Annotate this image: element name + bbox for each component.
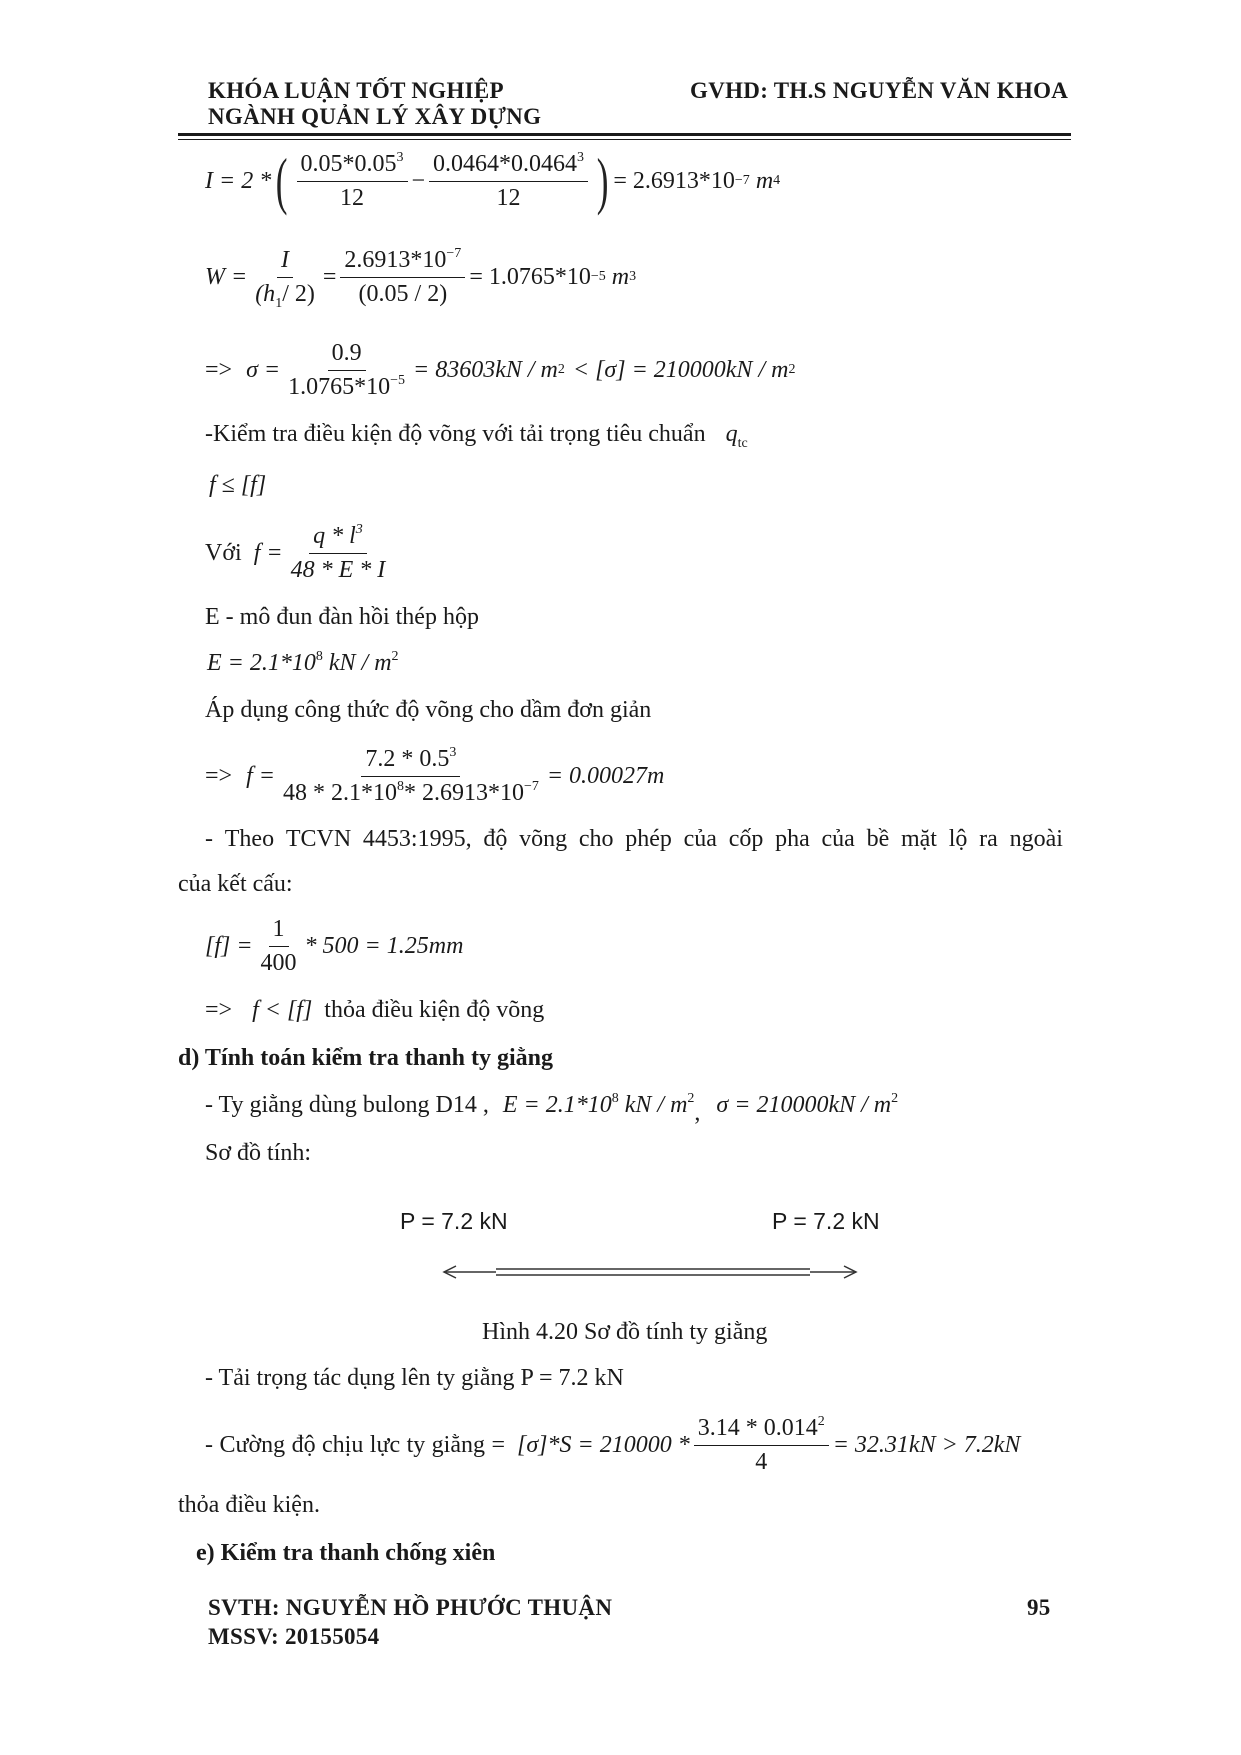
header-rule-thin: [178, 139, 1071, 140]
right-paren: ): [596, 145, 609, 216]
tcvn-word: 4453:1995,: [362, 826, 472, 852]
tcvn-word: ngoài: [1009, 826, 1063, 852]
condition-f: f ≤ [f]: [209, 472, 267, 498]
paragraph-apply: Áp dụng công thức độ võng cho dầm đơn giản: [205, 697, 652, 723]
eq-fdef-lhs: f =: [253, 539, 283, 566]
heading-e: e) Kiểm tra thanh chống xiên: [196, 1540, 496, 1566]
tcvn-word: pha: [775, 826, 810, 852]
eq-i-d1: 12: [340, 184, 364, 211]
eq-i-lhs: I = 2 *: [205, 167, 272, 194]
eq-e-unit-exp: 2: [391, 649, 399, 664]
eq-fdef-num: q * l: [313, 522, 356, 549]
q-tc: q: [725, 421, 738, 447]
paragraph-load: - Tải trọng tác dụng lên ty giằng P = 7.2 kN: [205, 1365, 624, 1391]
strength-lhs: [σ]*S = 210000 *: [517, 1431, 690, 1458]
eq-sigma-num: 0.9: [328, 340, 366, 371]
eq-w-eq1: =: [322, 263, 337, 290]
header-right: GVHD: TH.S NGUYỄN VĂN KHOA: [690, 78, 1069, 103]
eq-fval-arrow: =>: [205, 762, 233, 789]
eq-i-minus: −: [411, 167, 426, 194]
eq-i-n1: 0.05*0.05: [300, 150, 397, 177]
ty-s-exp: 2: [891, 1091, 899, 1106]
eq-w-n1: I: [277, 247, 293, 278]
ty-comma: ,: [694, 1100, 701, 1126]
eq-i-unit: m: [755, 167, 774, 194]
eq-w-n2: 2.6913*10: [344, 246, 447, 273]
strength-word: chịu: [322, 1431, 364, 1458]
eq-sigma-den: 1.0765*10: [288, 373, 391, 400]
strength-word: lực: [369, 1431, 401, 1458]
tie-rod-diagram: [440, 1260, 860, 1284]
tcvn-word: Theo: [224, 826, 275, 852]
tcvn-word: võng: [519, 826, 568, 852]
strength-words: [205, 1432, 505, 1459]
paragraph-scheme: Sơ đồ tính:: [205, 1140, 312, 1166]
eq-fval-lhs: f =: [246, 762, 275, 789]
paragraph-check-deflection: [205, 421, 748, 451]
header-left-line1: KHÓA LUẬN TỐT NGHIỆP: [208, 78, 504, 103]
eq-i-frac1: $\frac{0.05*0.05^3}{12}$: [297, 151, 408, 212]
tcvn-word: mặt: [900, 826, 937, 852]
strength-word: Cường: [219, 1431, 286, 1458]
equation-section-modulus: W = $\frac{I}{(h_1/ 2)}$ = $\frac{2.6913*10^{-7}}{(0.05 / 2)}$ = 1.0765*10 −5 m 3: [205, 245, 637, 311]
eq-e-exp: 8: [315, 649, 323, 664]
equation-e-value: [207, 650, 399, 677]
eq-fval-num-exp: 3: [449, 744, 457, 760]
eq-e-unit: kN / m: [328, 650, 392, 676]
eq-w-rhs: = 1.0765*10: [469, 263, 591, 290]
tcvn-word: cốp: [728, 826, 764, 852]
strength-word: giằng: [431, 1431, 485, 1458]
diagram-label-right: P = 7.2 kN: [772, 1208, 880, 1234]
eq-fval-den-a: 48 * 2.1*10: [282, 779, 397, 806]
tcvn-word: phép: [625, 826, 672, 852]
with-label: Với: [205, 539, 242, 566]
eq-w-frac2: [340, 247, 465, 308]
ty-e-unit-exp: 2: [687, 1091, 695, 1106]
tcvn-word: của: [683, 826, 717, 852]
eq-w-frac1: [251, 246, 319, 311]
q-tc-sub: tc: [737, 436, 748, 451]
ty-s: σ = 210000kN / m: [716, 1092, 892, 1118]
eq-sigma-arrow: =>: [205, 356, 233, 383]
ty-e-exp: 8: [611, 1091, 619, 1106]
diagram-label-left: P = 7.2 kN: [400, 1208, 508, 1234]
eq-allow-lhs: [f] =: [205, 932, 253, 959]
equation-moment-of-inertia: I = 2 * ( $\frac{0.05*0.05^3}{12}$ − $\frac{0.0464*0.0464^3}{12}$ ) = 2.6913*10 −7 m 4: [205, 145, 781, 216]
conclude-expr: f < [f]: [252, 997, 313, 1023]
eq-i-frac2: $\frac{0.0464*0.0464^3}{12}$: [429, 151, 588, 212]
strength-word: độ: [291, 1431, 316, 1458]
eq-i-d2: 12: [496, 184, 521, 211]
eq-allow-num: 1: [269, 916, 289, 947]
eq-w-d1a: (h: [255, 280, 276, 307]
strength-frac: [694, 1415, 829, 1476]
eq-w-unit: m: [611, 263, 630, 290]
eq-sigma-frac: [284, 340, 409, 401]
strength-num-exp: 2: [817, 1413, 825, 1429]
eq-fval-den-exp1: 8: [396, 778, 404, 794]
tcvn-word: lộ: [948, 826, 968, 852]
eq-w-lhs: W =: [205, 263, 248, 290]
eq-fval-den-exp2: −7: [523, 778, 539, 794]
header-left-line2: NGÀNH QUẢN LÝ XÂY DỰNG: [208, 104, 542, 129]
eq-fval-num: 7.2 * 0.5: [365, 745, 450, 772]
eq-w-d2: (0.05 / 2): [358, 280, 448, 307]
equation-tie-strength: [205, 1410, 1063, 1480]
ty-text: - Ty giằng dùng bulong D14 ,: [205, 1092, 489, 1118]
tcvn-word: độ: [483, 826, 508, 852]
eq-sigma-rhs2: < [σ] = 210000kN / m: [572, 356, 789, 383]
eq-w-d1b: / 2): [282, 280, 315, 307]
eq-allow-frac: [257, 916, 301, 977]
header-rule-thick: [178, 133, 1071, 136]
equation-deflection-formula: [205, 520, 393, 586]
eq-fval-frac: [279, 746, 543, 807]
strength-word: -: [205, 1431, 213, 1458]
ty-e-unit: kN / m: [624, 1092, 688, 1118]
tcvn-word: TCVN: [285, 826, 352, 852]
tcvn-word: của: [821, 826, 855, 852]
strength-word: =: [491, 1431, 505, 1458]
strength-rhs: = 32.31kN > 7.2kN: [832, 1431, 1021, 1458]
eq-fdef-den: 48 * E * I: [290, 556, 386, 583]
equation-stress: => σ = $\frac{0.9}{1.0765*10^{-5}}$ = 83603kN / m 2 < [σ] = 210000kN / m 2: [205, 339, 796, 400]
eq-fdef-num-exp: 3: [355, 521, 363, 537]
eq-sigma-rhs: = 83603kN / m: [413, 356, 558, 383]
left-paren: (: [275, 145, 288, 216]
tcvn-word: cho: [578, 826, 614, 852]
conclude-arrow: =>: [205, 997, 233, 1023]
eq-fdef-frac: [287, 523, 390, 584]
paragraph-tcvn-line2: của kết cấu:: [178, 871, 293, 897]
strength-den: 4: [755, 1448, 768, 1475]
strength-num: 3.14 * 0.014: [697, 1414, 818, 1441]
figure-caption: Hình 4.20 Sơ đồ tính ty giằng: [482, 1319, 768, 1345]
paragraph-tcvn-line1: [205, 826, 1063, 853]
eq-fval-den-b: * 2.6913*10: [403, 779, 524, 806]
eq-sigma-lhs: σ =: [246, 356, 281, 383]
eq-e-text: E = 2.1*10: [207, 650, 316, 676]
eq-sigma-den-exp: −5: [390, 372, 406, 388]
eq-fval-rhs: = 0.00027m: [546, 762, 665, 789]
tcvn-word: ra: [979, 826, 998, 852]
eq-allow-den: 400: [260, 949, 297, 976]
conclude-text: thỏa điều kiện độ võng: [324, 997, 545, 1023]
footer-left-line2: MSSV: 20155054: [208, 1624, 380, 1649]
paragraph-tie-rod: [205, 1091, 899, 1126]
paragraph-e-modulus: E - mô đun đàn hồi thép hộp: [205, 604, 479, 630]
footer-left-line1: SVTH: NGUYỄN HỒ PHƯỚC THUẬN: [208, 1595, 613, 1620]
equation-allowable-deflection: [205, 913, 463, 979]
paragraph-ok: thỏa điều kiện.: [178, 1492, 320, 1518]
tcvn-word: bề: [866, 826, 890, 852]
eq-w-n2exp: −7: [446, 245, 462, 261]
eq-allow-rhs: * 500 = 1.25mm: [304, 932, 464, 959]
strength-word: ty: [406, 1431, 426, 1458]
tcvn-word: -: [205, 826, 213, 852]
equation-deflection-value: [205, 743, 664, 809]
check-deflection-text: -Kiểm tra điều kiện độ võng với tải trọng tiêu chuẩn: [205, 421, 706, 447]
conclusion-deflection: [205, 997, 544, 1024]
heading-d: d) Tính toán kiểm tra thanh ty giằng: [178, 1045, 553, 1071]
page-number: 95: [1027, 1595, 1051, 1620]
eq-w-d1sub: 1: [275, 295, 283, 311]
ty-e: E = 2.1*10: [502, 1092, 612, 1118]
eq-i-rhs: = 2.6913*10: [613, 167, 735, 194]
eq-i-n2: 0.0464*0.0464: [433, 150, 578, 177]
